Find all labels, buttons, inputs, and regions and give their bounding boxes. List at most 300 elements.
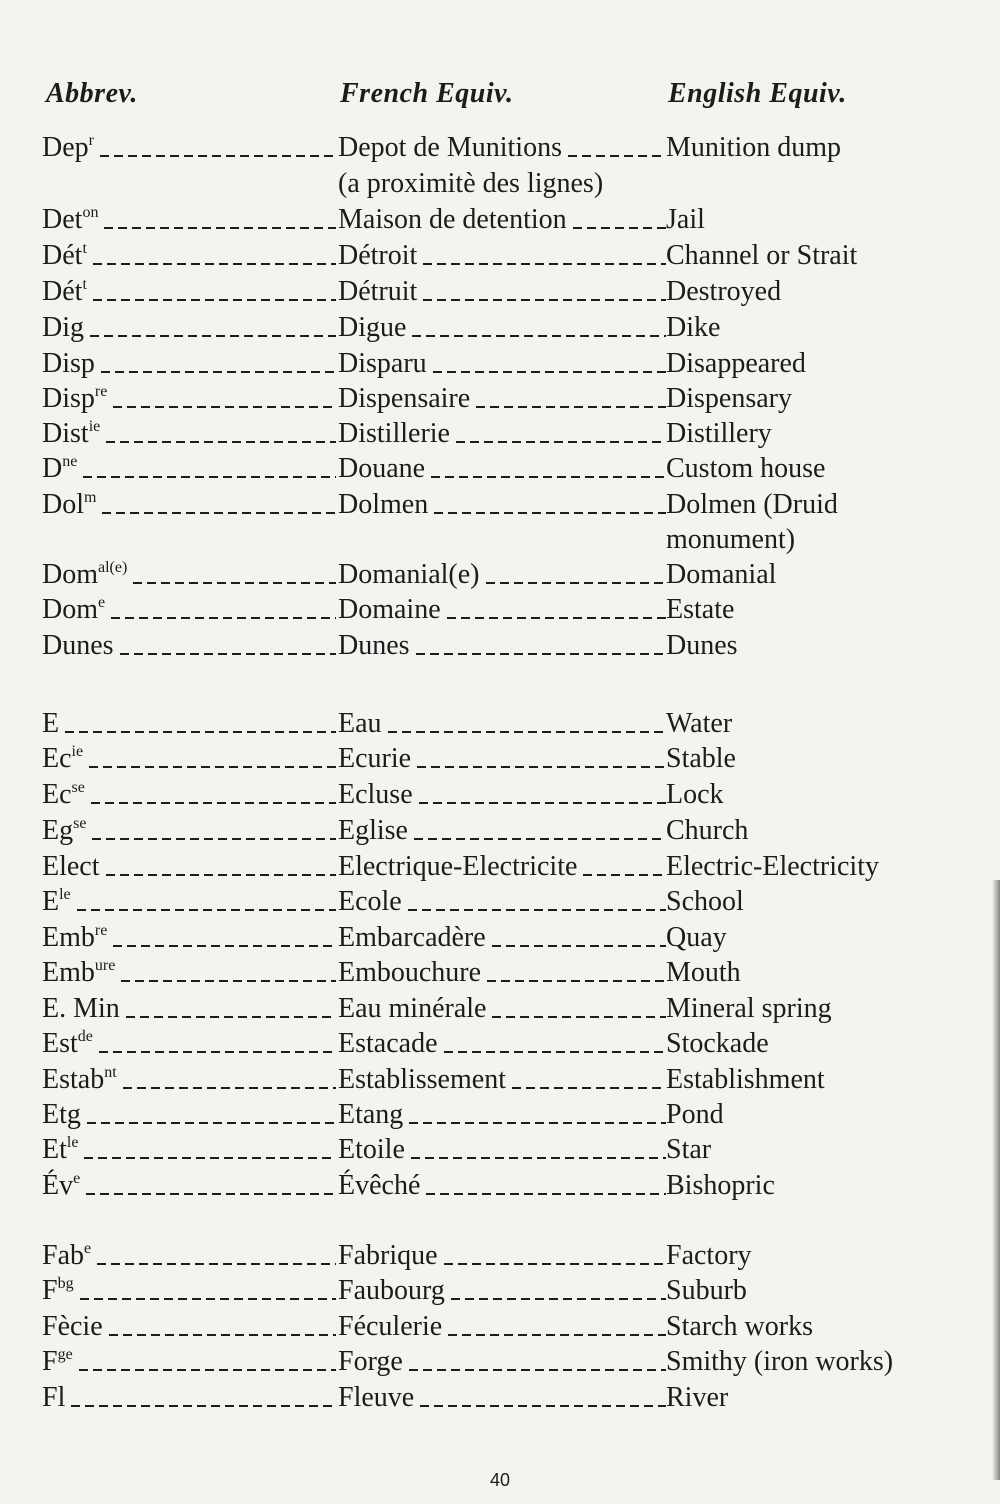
- abbrev-superscript: t: [82, 276, 87, 293]
- french-text: Etoile: [338, 1134, 405, 1165]
- abbrev-text: [42, 741, 83, 777]
- abbrev-cell: [42, 920, 338, 956]
- dotted-leader: [91, 802, 336, 804]
- abbrev-cell: [42, 706, 338, 742]
- table-row: [0, 487, 1000, 523]
- french-text: Maison de detention: [338, 204, 567, 235]
- header-french: French Equiv.: [340, 78, 514, 109]
- table-row: [0, 1273, 1000, 1309]
- abbrev-cell: [42, 1273, 338, 1309]
- abbrev-superscript: r: [88, 132, 94, 149]
- dotted-leader: [444, 1263, 666, 1265]
- table-row: [0, 1026, 1000, 1062]
- dotted-leader: [80, 1298, 336, 1300]
- abbrev-cell: [42, 777, 338, 813]
- dotted-leader: [434, 512, 666, 514]
- french-text: Estacade: [338, 1028, 438, 1059]
- table-row: [0, 1344, 1000, 1380]
- abbrev-base: Elect: [42, 851, 100, 882]
- english-cell: [666, 274, 966, 310]
- dotted-leader: [99, 1051, 336, 1053]
- dotted-leader: [86, 1193, 336, 1195]
- abbrev-superscript: ie: [88, 418, 101, 435]
- table-row: [0, 381, 1000, 417]
- table-row: [0, 741, 1000, 777]
- abbrev-superscript: on: [82, 204, 99, 221]
- abbrev-cell: [42, 592, 338, 628]
- english-text: Quay: [666, 922, 727, 953]
- abbrev-superscript: ge: [57, 1346, 73, 1363]
- table-row: [0, 310, 1000, 346]
- abbrev-base: Emb: [42, 957, 95, 988]
- abbrev-cell: [42, 274, 338, 310]
- french-text: Eau: [338, 708, 382, 739]
- table-row: [0, 628, 1000, 664]
- english-subline: monument): [666, 524, 796, 555]
- english-cell: [666, 884, 966, 920]
- abbrev-superscript: le: [66, 1134, 79, 1151]
- dotted-leader: [417, 766, 666, 768]
- dotted-leader: [71, 1405, 336, 1407]
- english-text: Dunes: [666, 630, 738, 661]
- abbrev-base: F: [42, 1346, 58, 1377]
- abbrev-base: Dom: [42, 594, 98, 625]
- abbrev-cell: [42, 741, 338, 777]
- abbrev-cell: [42, 991, 338, 1027]
- dotted-leader: [568, 155, 666, 157]
- dotted-leader: [451, 1298, 666, 1300]
- french-cell: [338, 849, 668, 885]
- table-row: [0, 1380, 1000, 1416]
- abbrev-text: [42, 706, 59, 742]
- abbrev-cell: [42, 1344, 338, 1380]
- table-row: [0, 238, 1000, 274]
- abbrev-text: [42, 202, 98, 238]
- english-text: Jail: [666, 204, 705, 235]
- abbrev-base: Dol: [42, 489, 84, 520]
- dotted-leader: [419, 802, 666, 804]
- french-cell: [338, 706, 668, 742]
- french-text: Depot de Munitions: [338, 132, 562, 163]
- abbrev-superscript: m: [84, 489, 97, 506]
- english-cell: [666, 628, 966, 664]
- dotted-leader: [487, 980, 666, 982]
- french-text: Domaine: [338, 594, 441, 625]
- abbrev-text: [42, 991, 120, 1027]
- abbrev-cell: [42, 955, 338, 991]
- french-cell: [338, 381, 668, 417]
- french-text: Ecole: [338, 886, 402, 917]
- french-cell: [338, 1026, 668, 1062]
- english-cell: [666, 741, 966, 777]
- english-text: Mineral spring: [666, 993, 832, 1024]
- abbrev-text: [42, 1026, 93, 1062]
- dotted-leader: [97, 1263, 336, 1265]
- french-text: Embouchure: [338, 957, 482, 988]
- dotted-leader: [79, 1369, 336, 1371]
- french-cell: [338, 920, 668, 956]
- dotted-leader: [412, 335, 666, 337]
- abbrev-text: [42, 1273, 74, 1309]
- french-cell: [338, 1273, 668, 1309]
- abbrev-base: F: [42, 1275, 58, 1306]
- dotted-leader: [409, 1122, 666, 1124]
- dotted-leader: [113, 945, 336, 947]
- french-cell: [338, 884, 668, 920]
- english-cell: [666, 130, 966, 166]
- table-row: [0, 346, 1000, 382]
- dotted-leader: [93, 299, 336, 301]
- french-cell: [338, 813, 668, 849]
- english-cell: [666, 487, 966, 523]
- french-text: Electrique-Electricite: [338, 851, 578, 882]
- english-text: Dispensary: [666, 383, 792, 414]
- abbrev-text: [42, 777, 85, 813]
- abbrev-text: [42, 920, 107, 956]
- english-cell: [666, 310, 966, 346]
- english-cell: [666, 346, 966, 382]
- abbrev-base: Dist: [42, 418, 89, 449]
- french-cell: [338, 130, 668, 166]
- english-cell: [666, 1168, 966, 1204]
- abbrev-base: Dom: [42, 559, 98, 590]
- abbrev-cell: [42, 628, 338, 664]
- dotted-leader: [93, 263, 336, 265]
- page-edge-shadow: [992, 880, 1000, 1480]
- abbrev-superscript: e: [84, 1240, 92, 1257]
- dotted-leader: [512, 1087, 666, 1089]
- english-text: Mouth: [666, 957, 741, 988]
- french-text: Fabrique: [338, 1240, 438, 1271]
- table-row: [0, 274, 1000, 310]
- dotted-leader: [411, 1157, 666, 1159]
- french-text: Dolmen: [338, 489, 429, 520]
- dotted-leader: [423, 299, 666, 301]
- page-number: 40: [489, 1470, 511, 1490]
- dotted-leader: [414, 838, 666, 840]
- english-cell: [666, 1097, 966, 1133]
- french-cell: [338, 777, 668, 813]
- french-text: Establissement: [338, 1064, 506, 1095]
- french-cell: [338, 1309, 668, 1345]
- french-text: Domanial(e): [338, 559, 480, 590]
- english-cell: [666, 991, 966, 1027]
- french-cell: [338, 310, 668, 346]
- table-row: [0, 1238, 1000, 1274]
- abbrev-base: D: [42, 453, 63, 484]
- dotted-leader: [92, 838, 336, 840]
- french-cell: [338, 1238, 668, 1274]
- abbrev-cell: [42, 1132, 338, 1168]
- abbrev-text: [42, 451, 77, 487]
- english-cell: [666, 238, 966, 274]
- english-text: Electric-Electricity: [666, 851, 879, 882]
- header-english: English Equiv.: [668, 78, 847, 109]
- english-text: Smithy (iron works): [666, 1346, 894, 1377]
- dotted-leader: [90, 335, 336, 337]
- french-cell: [338, 592, 668, 628]
- abbrev-cell: [42, 346, 338, 382]
- abbrev-base: Dét: [42, 276, 83, 307]
- abbrev-superscript: e: [73, 1170, 81, 1187]
- abbrev-superscript: e: [98, 594, 106, 611]
- french-text: Eglise: [338, 815, 408, 846]
- abbrev-base: Disp: [42, 383, 95, 414]
- english-text: Water: [666, 708, 733, 739]
- abbrev-base: Dét: [42, 240, 83, 271]
- french-text: Dispensaire: [338, 383, 471, 414]
- abbrev-base: Det: [42, 204, 83, 235]
- english-cell: [666, 592, 966, 628]
- abbrev-base: Dep: [42, 132, 89, 163]
- french-text: Disparu: [338, 348, 427, 379]
- english-text: Church: [666, 815, 749, 846]
- dotted-leader: [89, 766, 336, 768]
- abbrev-cell: [42, 451, 338, 487]
- english-cell: [666, 416, 966, 452]
- english-cell: [666, 849, 966, 885]
- abbrev-text: [42, 955, 115, 991]
- dotted-leader: [476, 406, 666, 408]
- abbrev-text: [42, 557, 127, 593]
- english-text: Suburb: [666, 1275, 747, 1306]
- abbrev-text: [42, 1062, 117, 1098]
- french-text: Ecluse: [338, 779, 413, 810]
- dotted-leader: [65, 731, 336, 733]
- dotted-leader: [416, 653, 666, 655]
- english-text: Dolmen (Druid: [666, 489, 838, 520]
- dotted-leader: [77, 909, 336, 911]
- abbrev-base: Disp: [42, 348, 95, 379]
- table-row: [0, 955, 1000, 991]
- abbrev-text: [42, 130, 94, 166]
- french-text: Fleuve: [338, 1382, 415, 1413]
- table-row: [0, 777, 1000, 813]
- abbrev-text: [42, 310, 84, 346]
- table-row: [0, 202, 1000, 238]
- table-row: [0, 592, 1000, 628]
- french-text: Détruit: [338, 276, 418, 307]
- dotted-leader: [409, 1369, 666, 1371]
- english-text: Lock: [666, 779, 724, 810]
- french-cell: [338, 991, 668, 1027]
- abbrev-cell: [42, 310, 338, 346]
- abbrev-text: [42, 274, 87, 310]
- dotted-leader: [492, 945, 666, 947]
- dotted-leader: [84, 1157, 336, 1159]
- french-cell: [338, 628, 668, 664]
- english-cell: [666, 1309, 966, 1345]
- french-text: Embarcadère: [338, 922, 486, 953]
- french-text: Eau minérale: [338, 993, 487, 1024]
- french-cell: [338, 238, 668, 274]
- dotted-leader: [486, 582, 667, 584]
- dotted-leader: [388, 731, 666, 733]
- dotted-leader: [448, 1334, 666, 1336]
- dotted-leader: [101, 371, 336, 373]
- english-text: Stable: [666, 743, 736, 774]
- abbrev-text: [42, 1097, 81, 1133]
- french-cell: [338, 1062, 668, 1098]
- abbrev-base: Dig: [42, 312, 84, 343]
- english-cell: [666, 920, 966, 956]
- english-cell: [666, 1238, 966, 1274]
- abbrev-cell: [42, 487, 338, 523]
- abbrev-superscript: re: [94, 383, 108, 400]
- dotted-leader: [408, 909, 666, 911]
- abbrev-cell: [42, 1026, 338, 1062]
- abbrev-text: [42, 592, 105, 628]
- dotted-leader: [104, 227, 336, 229]
- dotted-leader: [583, 874, 666, 876]
- dotted-leader: [426, 1193, 666, 1195]
- abbrev-superscript: de: [77, 1028, 93, 1045]
- dotted-leader: [109, 1334, 336, 1336]
- dotted-leader: [123, 1087, 336, 1089]
- french-subline: (a proximitè des lignes): [338, 168, 604, 199]
- table-row: [0, 706, 1000, 742]
- french-cell: [338, 955, 668, 991]
- abbrev-text: [42, 628, 114, 664]
- dotted-leader: [120, 653, 336, 655]
- french-cell: [338, 346, 668, 382]
- table-row: [0, 1062, 1000, 1098]
- french-text: Etang: [338, 1099, 404, 1130]
- abbrev-base: E: [42, 886, 60, 917]
- abbrev-text: [42, 487, 96, 523]
- dotted-leader: [113, 406, 336, 408]
- abbrev-base: E. Min: [42, 993, 120, 1024]
- abbrev-text: [42, 238, 87, 274]
- table-row: [0, 884, 1000, 920]
- abbrev-base: Etg: [42, 1099, 81, 1130]
- abbrev-superscript: ie: [71, 743, 84, 760]
- english-text: Distillery: [666, 418, 772, 449]
- abbrev-cell: [42, 813, 338, 849]
- table-row: [0, 130, 1000, 166]
- abbrev-text: [42, 1309, 103, 1345]
- dotted-leader: [106, 874, 336, 876]
- table-row: [0, 1132, 1000, 1168]
- abbrev-base: Est: [42, 1028, 78, 1059]
- abbrev-base: Dunes: [42, 630, 114, 661]
- abbrev-cell: [42, 884, 338, 920]
- french-cell: [338, 416, 668, 452]
- english-cell: [666, 1026, 966, 1062]
- abbrev-text: [42, 1380, 65, 1416]
- french-text: Distillerie: [338, 418, 450, 449]
- abbrev-base: E: [42, 708, 60, 739]
- dotted-leader: [447, 617, 666, 619]
- abbrev-text: [42, 1168, 80, 1204]
- dotted-leader: [573, 227, 666, 229]
- french-cell: [338, 274, 668, 310]
- table-row: [0, 1309, 1000, 1345]
- french-text: Douane: [338, 453, 426, 484]
- table-row: [0, 920, 1000, 956]
- abbrev-base: Év: [42, 1170, 74, 1201]
- abbrev-cell: [42, 416, 338, 452]
- abbrev-text: [42, 381, 107, 417]
- abbrev-superscript: t: [82, 240, 87, 257]
- abbrev-text: [42, 346, 95, 382]
- abbrev-text: [42, 1132, 78, 1168]
- abbrev-base: Fècie: [42, 1311, 103, 1342]
- english-text: Munition dump: [666, 132, 842, 163]
- english-text: Stockade: [666, 1028, 769, 1059]
- english-text: Establishment: [666, 1064, 825, 1095]
- english-text: Bishopric: [666, 1170, 775, 1201]
- french-text: Dunes: [338, 630, 410, 661]
- abbrev-cell: [42, 1238, 338, 1274]
- french-cell: [338, 1380, 668, 1416]
- abbrev-cell: [42, 381, 338, 417]
- english-cell: [666, 706, 966, 742]
- dotted-leader: [431, 476, 666, 478]
- english-text: Star: [666, 1134, 712, 1165]
- french-cell: [338, 1344, 668, 1380]
- french-cell: [338, 557, 668, 593]
- french-text: Ecurie: [338, 743, 412, 774]
- abbrev-text: [42, 849, 100, 885]
- french-text: Faubourg: [338, 1275, 445, 1306]
- french-text: Féculerie: [338, 1311, 443, 1342]
- abbrev-superscript: se: [73, 815, 87, 832]
- dotted-leader: [126, 1016, 336, 1018]
- english-text: Starch works: [666, 1311, 813, 1342]
- french-text: Digue: [338, 312, 407, 343]
- english-cell: [666, 813, 966, 849]
- english-cell: [666, 1132, 966, 1168]
- english-text: Channel or Strait: [666, 240, 858, 271]
- french-cell: [338, 202, 668, 238]
- abbrev-cell: [42, 1309, 338, 1345]
- english-cell: [666, 381, 966, 417]
- dotted-leader: [492, 1016, 666, 1018]
- english-cell: [666, 451, 966, 487]
- french-cell: [338, 1168, 668, 1204]
- english-text: School: [666, 886, 744, 917]
- table-row: [0, 557, 1000, 593]
- abbrev-cell: [42, 849, 338, 885]
- french-text: Évêché: [338, 1170, 421, 1201]
- dotted-leader: [83, 476, 336, 478]
- dotted-leader: [106, 441, 336, 443]
- abbrev-superscript: le: [59, 886, 71, 903]
- abbrev-cell: [42, 1062, 338, 1098]
- dotted-leader: [87, 1122, 336, 1124]
- abbrev-base: Ec: [42, 743, 72, 774]
- abbrev-text: [42, 1344, 73, 1380]
- english-cell: [666, 1062, 966, 1098]
- abbrev-superscript: se: [71, 779, 85, 796]
- dotted-leader: [121, 980, 336, 982]
- abbrev-superscript: ne: [62, 453, 78, 470]
- dotted-leader: [456, 441, 666, 443]
- abbrev-superscript: nt: [104, 1064, 117, 1081]
- abbrev-base: Emb: [42, 922, 95, 953]
- french-cell: [338, 487, 668, 523]
- french-cell: [338, 1097, 668, 1133]
- abbrev-cell: [42, 1097, 338, 1133]
- dotted-leader: [420, 1405, 666, 1407]
- english-text: Dike: [666, 312, 721, 343]
- french-text: Forge: [338, 1346, 403, 1377]
- table-row: [0, 1097, 1000, 1133]
- english-text: Disappeared: [666, 348, 806, 379]
- table-row: [0, 451, 1000, 487]
- abbrev-text: [42, 813, 86, 849]
